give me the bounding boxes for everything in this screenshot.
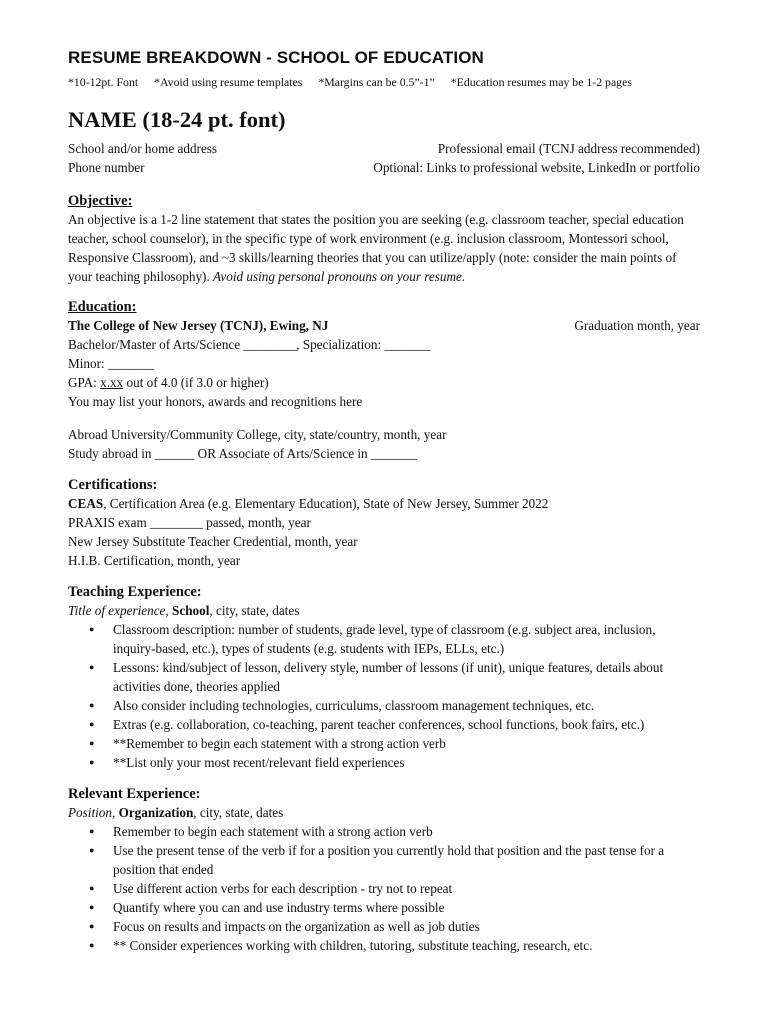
objective-heading: Objective: xyxy=(68,193,133,209)
tip-font: *10-12pt. Font xyxy=(68,75,139,89)
list-item: ● Use different action verbs for each description - try not to repeat xyxy=(113,879,700,898)
teaching-location: , city, state, dates xyxy=(209,603,300,618)
graduation-date: Graduation month, year xyxy=(574,318,700,333)
list-item: ● Quantify where you can and use industry terms where possible xyxy=(113,898,700,917)
certifications-section xyxy=(68,477,700,570)
education-section xyxy=(68,299,700,463)
substitute-line: New Jersey Substitute Teacher Credential, month, year xyxy=(68,534,358,549)
list-item: ● Lessons: kind/subject of lesson, delivery style, number of lessons (if unit), unique features, details about activities done, theories applied xyxy=(113,658,700,696)
certifications-heading: Certifications: xyxy=(68,477,158,493)
separator: , xyxy=(111,805,119,820)
list-item: ● Also consider including technologies, curriculums, classroom management techniques, etc. xyxy=(113,696,700,715)
separator: , xyxy=(165,603,172,618)
objective-note: Avoid using personal pronouns on your resume. xyxy=(213,269,466,284)
objective-text xyxy=(68,210,700,286)
relevant-location: , city, state, dates xyxy=(193,805,284,820)
list-item: ● ** Consider experiences working with children, tutoring, substitute teaching, research, etc. xyxy=(113,936,700,955)
relevant-title-line xyxy=(68,803,700,822)
list-item: ● Remember to begin each statement with a strong action verb xyxy=(113,822,700,841)
education-heading: Education: xyxy=(68,299,137,315)
relevant-bullets xyxy=(68,822,700,955)
list-item: ● Use the present tense of the verb if for a position you currently hold that position and the past tense for a position that ended xyxy=(113,841,700,879)
contact-right xyxy=(373,140,700,177)
abroad-university: Abroad University/Community College, city, state/country, month, year xyxy=(68,427,447,442)
email: Professional email (TCNJ address recommended) xyxy=(437,141,700,156)
degree: Bachelor/Master of Arts/Science ________, Specialization: _______ xyxy=(68,337,431,352)
contact-block xyxy=(68,140,700,177)
relevant-section xyxy=(68,786,700,955)
list-item: ● Focus on results and impacts on the organization as well as job duties xyxy=(113,917,700,936)
ceas-detail: , Certification Area (e.g. Elementary Education), State of New Jersey, Summer 2022 xyxy=(103,496,549,511)
tip-margins: *Margins can be 0.5”-1” xyxy=(318,75,435,89)
ceas-line xyxy=(68,494,700,513)
experience-title: Title of experience xyxy=(68,603,166,618)
ceas-label: CEAS xyxy=(68,496,104,511)
minor: Minor: _______ xyxy=(68,356,155,371)
tip-templates: *Avoid using resume templates xyxy=(154,75,303,89)
formatting-tips xyxy=(68,75,700,90)
document-title: RESUME BREAKDOWN - SCHOOL OF EDUCATION xyxy=(68,48,484,67)
teaching-heading: Teaching Experience: xyxy=(68,584,202,600)
relevant-heading: Relevant Experience: xyxy=(68,786,201,802)
resume-document xyxy=(68,44,700,955)
teaching-bullets xyxy=(68,620,700,772)
honors: You may list your honors, awards and recognitions here xyxy=(68,394,363,409)
gpa-label: GPA: xyxy=(68,375,101,390)
education-school-row xyxy=(68,316,700,335)
list-item: ● **Remember to begin each statement with a strong action verb xyxy=(113,734,700,753)
list-item: ● Classroom description: number of students, grade level, type of classroom (e.g. subject area, inclusion, inquiry-based, etc.), types of students (e.g. students with IEPs, ELLs, etc.) xyxy=(113,620,700,658)
objective-section xyxy=(68,193,700,286)
phone: Phone number xyxy=(68,159,145,175)
position-title: Position xyxy=(68,805,112,820)
contact-left xyxy=(68,140,217,177)
gpa xyxy=(68,373,700,392)
address: School and/or home address xyxy=(68,141,218,156)
name-heading: NAME (18-24 pt. font) xyxy=(68,107,286,132)
organization-label: Organization xyxy=(118,805,194,820)
tip-pages: *Education resumes may be 1-2 pages xyxy=(450,75,632,89)
gpa-suffix: out of 4.0 (if 3.0 or higher) xyxy=(123,375,269,390)
list-item: ● **List only your most recent/relevant field experiences xyxy=(113,753,700,772)
praxis-line: PRAXIS exam ________ passed, month, year xyxy=(68,515,311,530)
links: Optional: Links to professional website, LinkedIn or portfolio xyxy=(373,159,700,175)
study-abroad: Study abroad in ______ OR Associate of Arts/Science in _______ xyxy=(68,446,418,461)
teaching-section xyxy=(68,584,700,772)
school-label: School xyxy=(172,603,210,618)
objective-body: An objective is a 1-2 line statement that states the position you are seeking (e.g. classroom teacher, special education teacher, school counselor), in the specific type of work environment (e.g. inclusion classroom, Montessori school, Responsive Classroom), and ~3 skills/learning theories that you can utilize/apply (note: consider the main points of your teaching philosophy). xyxy=(68,212,684,284)
school-name: The College of New Jersey (TCNJ), Ewing, NJ xyxy=(68,318,329,333)
gpa-value: x.xx xyxy=(100,375,124,390)
hib-line: H.I.B. Certification, month, year xyxy=(68,553,241,568)
teaching-title-line xyxy=(68,601,700,620)
list-item: ● Extras (e.g. collaboration, co-teaching, parent teacher conferences, school functions, book fairs, etc.) xyxy=(113,715,700,734)
